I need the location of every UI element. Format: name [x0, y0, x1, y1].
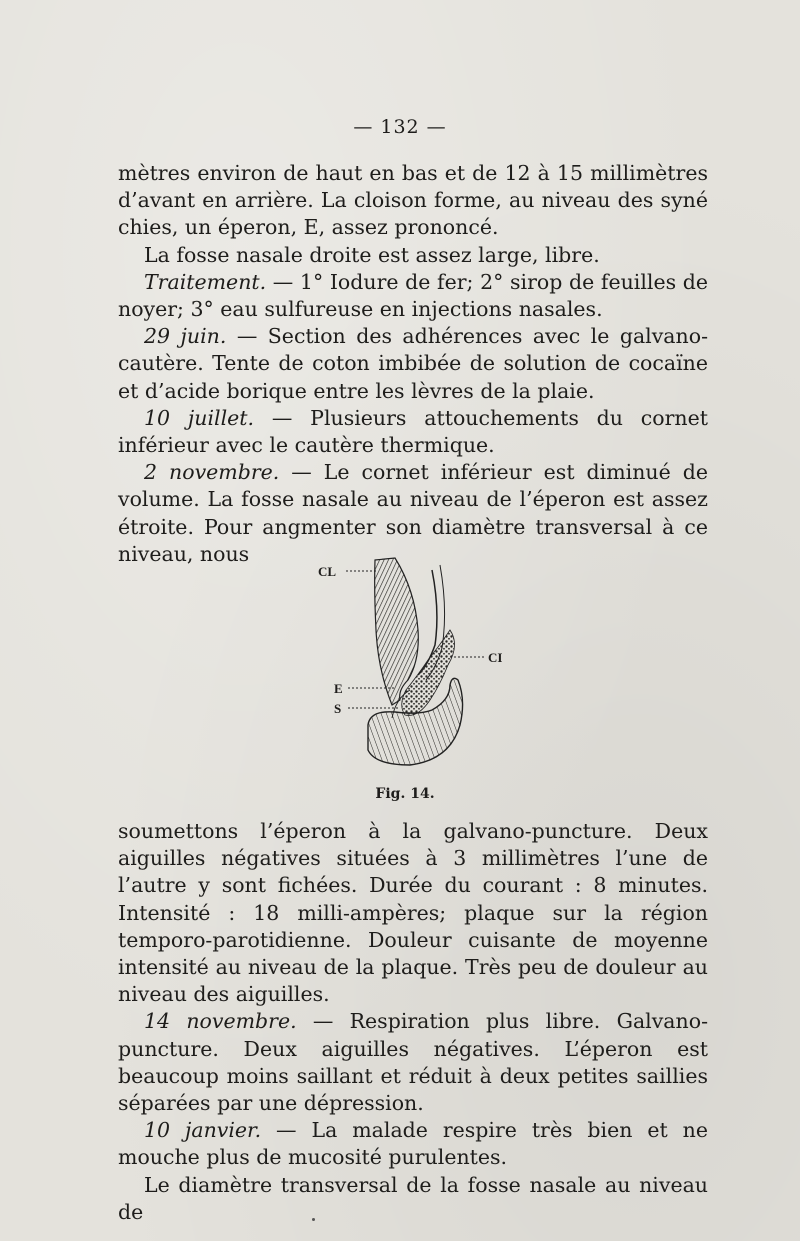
specks: [312, 1218, 315, 1221]
paragraph-text: — 1° Iodure de fer; 2° sirop de feuilles de noyer; 3° eau sulfureuse en injections nasales.: [118, 269, 708, 322]
anatomical-figure: [300, 550, 520, 780]
label-s: S: [334, 701, 342, 716]
paragraph: [118, 1008, 708, 1117]
paragraph-text: mètres environ de haut en bas et de 12 à 15 millimètres d’avant en arrière. La cloison forme, au niveau des syné chies, un éperon, E, assez prononcé.: [118, 161, 708, 240]
text-block-top: [118, 160, 708, 568]
entry-date-label: Traitement.: [144, 269, 267, 294]
label-ci: CI: [488, 650, 503, 665]
paragraph-text: — Section des adhérences avec le galvano-cautère. Tente de coton imbibée de solution de cocaïne et d’acide borique entre les lèvres de la plaie.: [118, 324, 708, 403]
paragraph: [118, 323, 708, 405]
entry-date-label: 14 novembre.: [144, 1009, 297, 1034]
entry-date-label: 10 juillet.: [144, 405, 255, 430]
paragraph-text: — Plusieurs attouchements du cornet inférieur avec le cautère thermique.: [118, 405, 709, 458]
label-e: E: [334, 681, 343, 696]
paragraph-text: — Le cornet inférieur est diminué de volume. La fosse nasale au niveau de l’éperon est assez étroite. Pour angmenter son diamètre transversal à ce niveau, nous: [118, 460, 709, 566]
figure-caption: Fig. 14.: [375, 786, 435, 802]
page-number: — 132 —: [353, 116, 447, 138]
paragraph-text: La fosse nasale droite est assez large, libre.: [144, 242, 600, 267]
paragraph: [118, 269, 708, 323]
nasal-cavity-illustration: [300, 550, 520, 780]
paragraph-text: — Respiration plus libre. Galvano-puncture. Deux aiguilles négatives. L’éperon est beaucoup moins saillant et réduit à deux petites saillies séparées par une dépression.: [118, 1009, 708, 1116]
paragraph: [118, 405, 708, 459]
entry-date-label: 10 janvier.: [144, 1118, 262, 1143]
entry-date-label: 2 novembre.: [144, 460, 280, 485]
paragraph-text: — La malade respire très bien et ne mouche plus de mucosité purulentes.: [118, 1118, 708, 1170]
paragraph: [118, 1117, 708, 1171]
text-block-bottom: [118, 818, 708, 1226]
paragraph: [118, 242, 708, 269]
paragraph: [118, 160, 708, 242]
paragraph-text: Le diamètre transversal de la fosse nasale au niveau de: [118, 1172, 708, 1224]
paragraph: [118, 1172, 708, 1226]
label-cl: CL: [318, 564, 337, 579]
entry-date-label: 29 juin.: [144, 324, 227, 349]
paragraph: [118, 818, 708, 1008]
paragraph-text: soumettons l’éperon à la galvano-puncture. Deux aiguilles négatives situées à 3 millimètres l’une de l’autre y sont fichées. Durée du courant : 8 minutes. Intensité : 18 milli-ampères; plaque sur la région temporo-parotidienne. Douleur cuisante de moyenne intensité au niveau de la plaque. Très peu de douleur au niveau des aiguilles.: [118, 819, 708, 1007]
